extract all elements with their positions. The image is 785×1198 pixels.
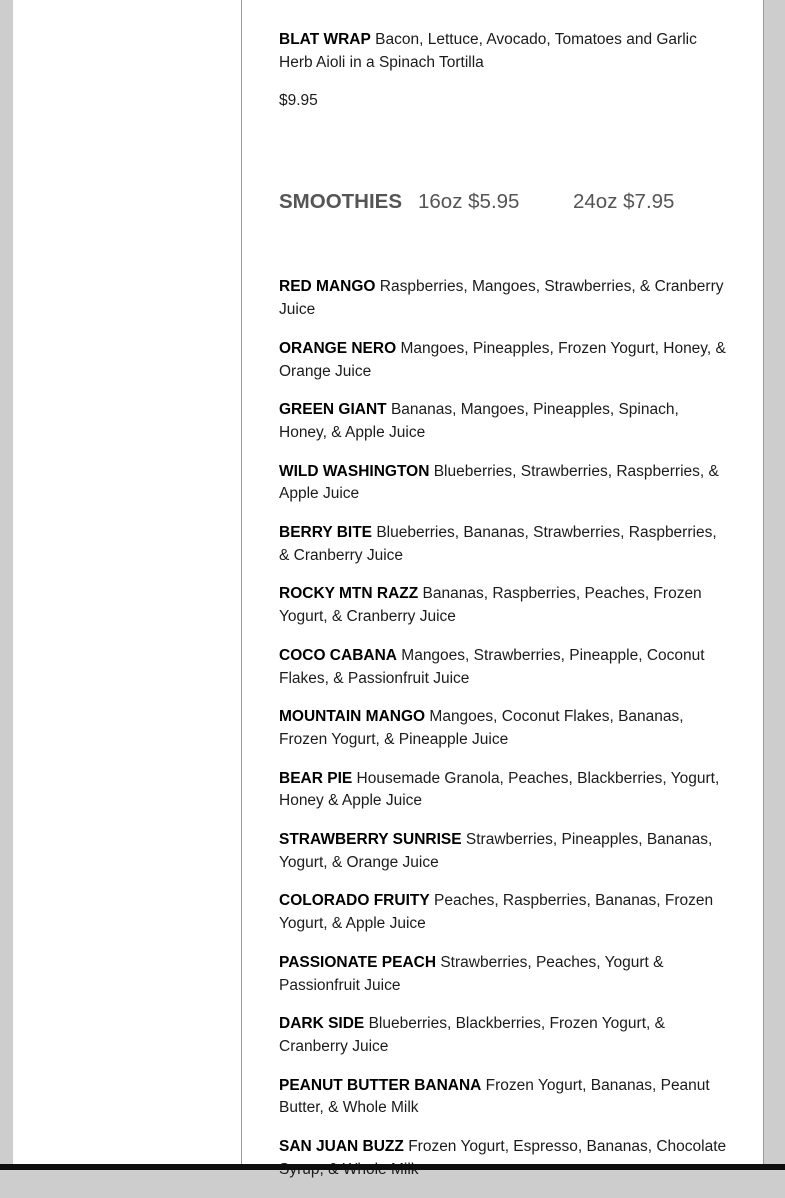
smoothie-name: COLORADO FRUITY <box>279 892 430 910</box>
smoothie-list <box>279 276 729 1181</box>
smoothie-description: Mangoes, Pineapples, Frozen Yogurt, Honey, & Orange Juice <box>279 339 726 380</box>
smoothie-item <box>279 1013 729 1058</box>
smoothie-item <box>279 399 729 444</box>
bottom-edge-bar <box>0 1164 785 1170</box>
smoothie-description: Blueberries, Blackberries, Frozen Yogurt, & Cranberry Juice <box>279 1015 665 1055</box>
smoothie-item <box>279 768 729 813</box>
smoothie-item <box>279 583 729 628</box>
smoothie-name: STRAWBERRY SUNRISE <box>279 831 462 849</box>
smoothie-item <box>279 645 729 690</box>
price-16oz: 16oz $5.95 <box>418 190 520 214</box>
smoothie-name: SAN JUAN BUZZ <box>279 1138 404 1156</box>
item-price: $9.95 <box>279 92 318 110</box>
smoothie-name: ROCKY MTN RAZZ <box>279 585 419 603</box>
smoothie-item <box>279 829 729 874</box>
smoothie-item <box>279 276 729 321</box>
smoothie-item <box>279 461 729 506</box>
smoothie-description: Strawberries, Pineapples, Bananas, Yogurt, & Orange Juice <box>279 831 713 871</box>
smoothie-description: Housemade Granola, Peaches, Blackberries, Yogurt, Honey & Apple Juice <box>279 769 720 810</box>
price-24oz: 24oz $7.95 <box>573 190 675 214</box>
smoothie-name: BERRY BITE <box>279 524 373 542</box>
smoothie-item <box>279 1136 729 1181</box>
smoothie-name: RED MANGO <box>279 278 376 296</box>
smoothie-name: BEAR PIE <box>279 769 353 787</box>
smoothie-name: COCO CABANA <box>279 646 397 664</box>
smoothie-name: PEANUT BUTTER BANANA <box>279 1076 482 1094</box>
smoothies-header <box>279 190 729 218</box>
smoothie-item <box>279 952 729 997</box>
smoothie-item <box>279 1075 729 1120</box>
smoothie-description: Raspberries, Mangoes, Strawberries, & Cranberry Juice <box>279 278 724 319</box>
item-name: BLAT WRAP <box>279 31 371 48</box>
smoothie-item <box>279 890 729 935</box>
smoothie-description: Bananas, Raspberries, Peaches, Frozen Yogurt, & Cranberry Juice <box>279 585 702 626</box>
menu-page[interactable] <box>241 0 764 1170</box>
item-description: Bacon, Lettuce, Avocado, Tomatoes and Garlic Herb Aioli in a Spinach Tortilla <box>279 31 697 71</box>
smoothie-description: Blueberries, Strawberries, Raspberries, & Apple Juice <box>279 462 719 503</box>
smoothie-item <box>279 522 729 567</box>
menu-item-blat-wrap <box>279 29 729 74</box>
smoothie-description: Strawberries, Peaches, Yogurt & Passionfruit Juice <box>279 953 664 994</box>
smoothie-description: Mangoes, Strawberries, Pineapple, Coconut Flakes, & Passionfruit Juice <box>279 646 705 687</box>
smoothie-description: Peaches, Raspberries, Bananas, Frozen Yogurt, & Apple Juice <box>279 892 714 933</box>
smoothie-description: Frozen Yogurt, Bananas, Peanut Butter, & Whole Milk <box>279 1076 710 1117</box>
smoothie-description: Mangoes, Coconut Flakes, Bananas, Frozen Yogurt, & Pineapple Juice <box>279 708 684 748</box>
smoothie-description: Bananas, Mangoes, Pineapples, Spinach, Honey, & Apple Juice <box>279 401 679 441</box>
section-title: SMOOTHIES <box>279 190 403 214</box>
smoothie-name: MOUNTAIN MANGO <box>279 708 426 726</box>
smoothie-name: ORANGE NERO <box>279 339 397 357</box>
smoothie-description: Blueberries, Bananas, Strawberries, Raspberries, & Cranberry Juice <box>279 524 717 564</box>
smoothie-name: PASSIONATE PEACH <box>279 953 437 971</box>
smoothie-name: GREEN GIANT <box>279 401 387 419</box>
smoothie-item <box>279 338 729 383</box>
smoothie-name: DARK SIDE <box>279 1015 365 1033</box>
side-panel <box>13 0 241 1170</box>
smoothie-item <box>279 706 729 751</box>
smoothie-description: Frozen Yogurt, Espresso, Bananas, Chocolate <box>408 1138 727 1156</box>
smoothie-name: WILD WASHINGTON <box>279 462 430 480</box>
menu-content <box>279 29 729 1198</box>
